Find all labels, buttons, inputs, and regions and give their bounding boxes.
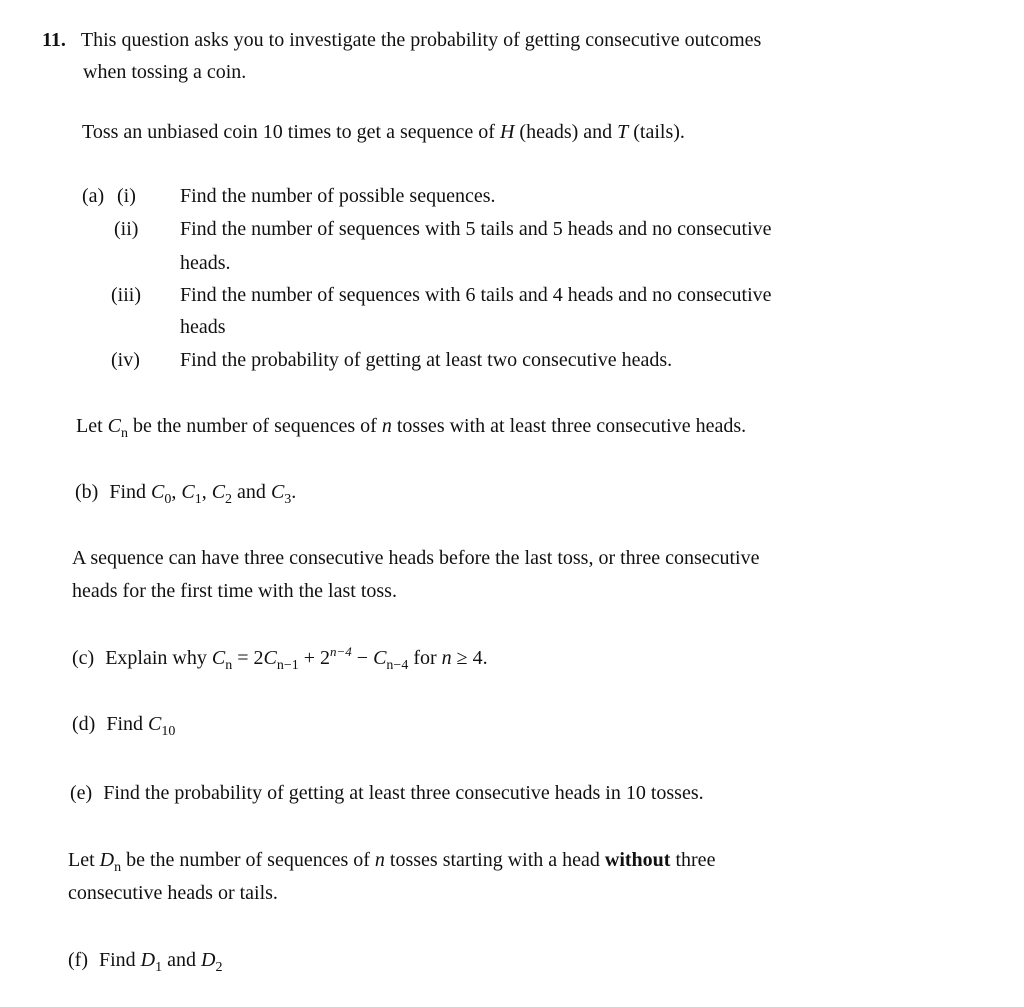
c-subscript-0: 0	[164, 492, 172, 507]
d-symbol: D	[140, 949, 156, 971]
let-d-pre: Let	[68, 849, 100, 871]
let-c-mid: be the number of sequences of	[128, 415, 382, 437]
part-b	[75, 480, 296, 507]
toss-text-mid1: (heads) and	[514, 121, 618, 143]
d-symbol: D	[201, 949, 216, 971]
c-symbol: C	[181, 481, 195, 503]
c-subscript-2: 2	[225, 492, 233, 507]
let-dn-definition	[68, 848, 715, 875]
n-symbol: n	[441, 647, 452, 669]
part-a-iii-text-cont: heads	[180, 316, 226, 338]
let-cn-definition	[76, 414, 746, 441]
part-c-label: (c)	[72, 647, 95, 669]
part-e	[70, 781, 704, 805]
part-a-i-label: (i)	[117, 185, 136, 207]
c-symbol: C	[148, 713, 162, 735]
let-d-post2: three	[670, 849, 716, 871]
let-d-mid: be the number of sequences of	[121, 849, 375, 871]
separator: ,	[171, 481, 182, 503]
d-symbol: D	[99, 849, 115, 871]
part-e-text: Find the probability of getting at least three consecutive heads in 10 tosses.	[103, 782, 704, 804]
let-dn-line2: consecutive heads or tails.	[68, 882, 278, 904]
question-number: 11.	[42, 29, 66, 51]
n-symbol: n	[374, 849, 385, 871]
toss-instruction	[82, 120, 685, 144]
c-subscript-n: n	[225, 658, 233, 673]
plus-two: + 2	[298, 647, 331, 669]
part-a-iv-text: Find the probability of getting at least two consecutive heads.	[180, 349, 673, 371]
let-d-post1: tosses starting with a head	[384, 849, 605, 871]
part-a-ii-label: (ii)	[114, 218, 139, 240]
let-c-pre: Let	[76, 415, 108, 437]
part-f-pre: Find	[98, 949, 141, 971]
sequence-text-line1: A sequence can have three consecutive heads before the last toss, or three consecutive	[72, 547, 760, 569]
minus-sign: −	[351, 647, 374, 669]
let-c-post: tosses with at least three consecutive heads.	[391, 415, 747, 437]
intro-text-line1: This question asks you to investigate the probability of getting consecutive outcomes	[80, 29, 762, 51]
part-f	[68, 948, 222, 975]
c-symbol: C	[151, 481, 165, 503]
d-subscript-1: 1	[155, 960, 163, 975]
toss-text-pre: Toss an unbiased coin 10 times to get a sequence of	[82, 121, 500, 143]
tails-symbol: T	[617, 121, 629, 143]
c-symbol: C	[270, 481, 285, 503]
toss-text-mid2: (tails).	[628, 121, 685, 143]
equals-two: = 2	[232, 647, 264, 669]
c-symbol: C	[373, 647, 387, 669]
part-f-label: (f)	[68, 949, 88, 971]
c-subscript-1: 1	[194, 492, 202, 507]
part-d-pre: Find	[106, 713, 149, 735]
part-d-label: (d)	[72, 713, 96, 735]
part-b-label: (b)	[75, 481, 99, 503]
c-subscript-3: 3	[284, 492, 292, 507]
heads-symbol: H	[499, 121, 515, 143]
part-a-i-text: Find the number of possible sequences.	[180, 185, 496, 207]
part-a-label: (a)	[82, 185, 105, 207]
sequence-text-line2: heads for the first time with the last toss.	[72, 580, 397, 602]
part-a-ii-text: Find the number of sequences with 5 tails and 5 heads and no consecutive	[180, 218, 772, 240]
exponent-n-minus-4: n−4	[330, 644, 352, 659]
n-symbol: n	[381, 415, 392, 437]
part-d	[72, 712, 175, 739]
d-subscript-2: 2	[215, 960, 223, 975]
separator: ,	[201, 481, 212, 503]
c-subscript-10: 10	[161, 724, 176, 739]
part-c-pre: Explain why	[105, 647, 212, 669]
part-a-iii-text: Find the number of sequences with 6 tails and 4 heads and no consecutive	[180, 284, 772, 306]
and-text: and	[162, 949, 202, 971]
c-subscript: n	[121, 426, 128, 441]
c-symbol: C	[211, 647, 226, 669]
c-symbol: C	[211, 481, 226, 503]
part-a-ii-text-cont: heads.	[180, 252, 231, 274]
d-subscript: n	[114, 860, 122, 875]
condition-text: ≥ 4.	[451, 647, 488, 669]
part-a-iii-label: (iii)	[111, 284, 141, 306]
part-c	[72, 646, 488, 673]
c-subscript-n-minus-4: n−4	[386, 658, 409, 673]
c-symbol: C	[107, 415, 121, 437]
intro-text-line2: when tossing a coin.	[83, 61, 247, 83]
part-b-pre: Find	[109, 481, 152, 503]
for-text: for	[408, 647, 442, 669]
period: .	[291, 481, 297, 503]
without-emphasis: without	[604, 849, 671, 871]
question-intro-line1	[42, 28, 761, 52]
and-text: and	[232, 481, 271, 503]
c-symbol: C	[263, 647, 277, 669]
part-e-label: (e)	[70, 782, 93, 804]
c-subscript-n-minus-1: n−1	[276, 658, 299, 673]
part-a-iv-label: (iv)	[111, 349, 140, 371]
